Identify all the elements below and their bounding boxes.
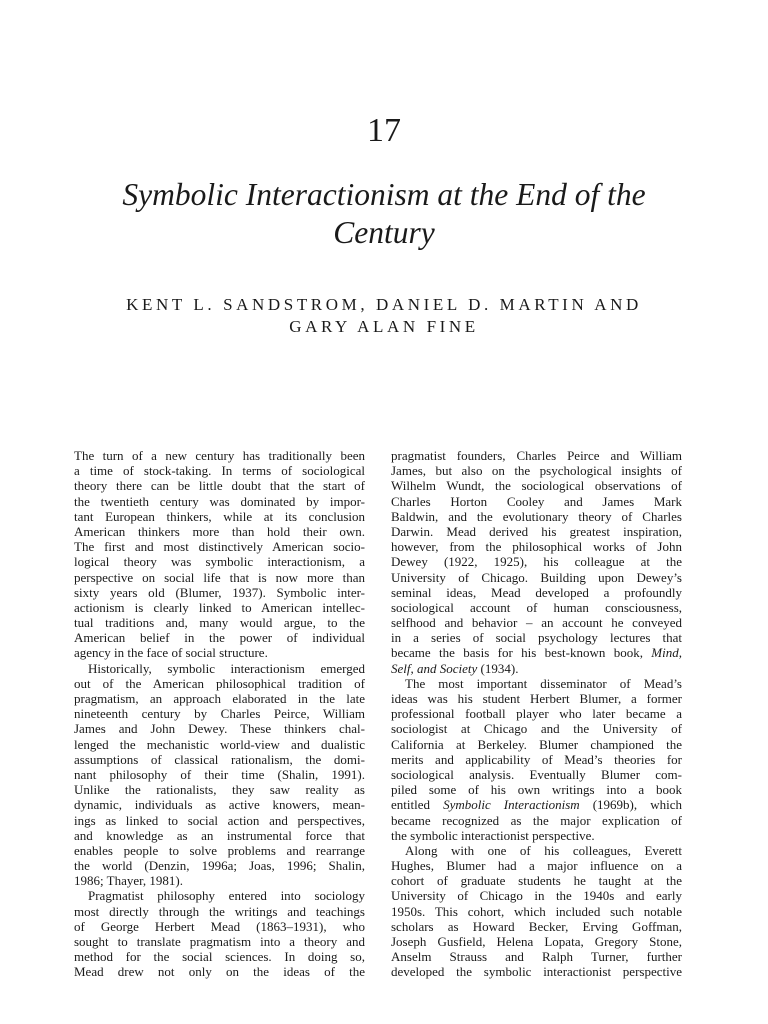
text-line: assumptions of classical rationalism, the domi- — [74, 751, 365, 767]
chapter-title-line: Symbolic Interactionism at the End of the — [122, 177, 646, 212]
text-line: professional football player who later became a — [391, 706, 682, 722]
text-line: 1986; Thayer, 1981). — [74, 873, 183, 889]
book-title-symbolic-interactionism: Symbolic Interactionism — [443, 797, 580, 813]
text-line: enables people to solve problems and rearrange — [74, 842, 365, 858]
text-line: selfhood and behavior – an account he conveyed — [391, 615, 682, 631]
text-line: pragmatism, an approach elaborated in the late — [74, 691, 365, 706]
text-line: seminal ideas, Mead developed a profoundly — [391, 584, 682, 600]
text-line: sought to translate pragmatism into a theory and — [74, 934, 365, 949]
text-line: Dewey (1922, 1925), his colleague at the — [391, 554, 682, 570]
chapter-title-line: Century — [333, 215, 435, 250]
text-line: University of Chicago in the 1940s and early — [391, 888, 682, 904]
text-line: agency in the face of social structure. — [74, 645, 268, 661]
chapter-authors — [40, 294, 728, 338]
text-line: American belief in the power of individual — [74, 630, 365, 646]
text-line — [391, 661, 682, 676]
text-segment: became the basis for his best-known book, — [391, 645, 652, 661]
text-line: Charles Horton Cooley and James Mark — [391, 493, 682, 509]
text-line: pragmatist founders, Charles Peirce and William — [391, 448, 682, 463]
text-line: Hughes, Blumer had a major influence on a — [391, 858, 682, 874]
text-line: logical theory was symbolic interactionism, a — [74, 554, 365, 570]
text-line: the twentieth century was dominated by impor- — [74, 493, 365, 509]
text-line: tant European thinkers, while at its conclusion — [74, 508, 365, 524]
text-line: and knowledge as an instrumental force that — [74, 827, 365, 843]
text-line: Unlike the rationalists, they saw reality as — [74, 782, 365, 798]
text-line: a time of stock-taking. In terms of sociological — [74, 463, 365, 479]
text-line — [391, 797, 682, 812]
text-segment: (1934). — [477, 660, 519, 676]
text-line: sociological account of human consciousness, — [391, 599, 682, 615]
text-line: the world (Denzin, 1996a; Joas, 1996; Shalin, — [74, 858, 365, 874]
text-line: Wilhelm Wundt, the sociological observations of — [391, 478, 682, 494]
text-line: sixty years old (Blumer, 1937). Symbolic inter- — [74, 584, 365, 600]
text-line: Pragmatist philosophy entered into sociology — [88, 888, 365, 904]
book-title-mind: Mind, — [651, 645, 682, 661]
text-line: American thinkers more than hold their own. — [74, 523, 365, 539]
body-text-left-column — [74, 448, 365, 980]
text-line: of George Herbert Mead (1863–1931), who — [74, 918, 365, 934]
text-line: nant philosophy of their time (Shalin, 1991). — [74, 766, 365, 782]
text-line: ings as linked to social action and perspectives, — [74, 812, 365, 828]
text-line: perspective on social life that is now more than — [74, 569, 365, 585]
text-line: sociologist at Chicago and the University of — [391, 721, 682, 737]
text-line: out of the American philosophical tradition of — [74, 675, 365, 691]
text-line: developed the symbolic interactionist perspective — [391, 964, 682, 980]
text-line: University of Chicago. Building upon Dewey’s — [391, 569, 682, 585]
text-line: scholars as Howard Becker, Erving Goffman, — [391, 918, 682, 934]
chapter-number: 17 — [367, 112, 401, 149]
text-line: merits and applicability of Mead’s theories for — [391, 751, 682, 767]
text-segment: entitled — [391, 797, 444, 813]
authors-line: KENT L. SANDSTROM, DANIEL D. MARTIN AND — [126, 295, 642, 314]
text-line: most directly through the writings and teachings — [74, 903, 365, 919]
text-line: James and John Dewey. These thinkers chal- — [74, 721, 365, 737]
text-line: cohort of graduate students he taught at the — [391, 873, 682, 889]
authors-line: GARY ALAN FINE — [289, 317, 479, 336]
text-line: The most important disseminator of Mead’s — [405, 675, 682, 691]
text-line: Darwin. Mead derived his greatest inspiration, — [391, 523, 682, 539]
text-line: in a series of social psychology lectures that — [391, 630, 682, 646]
body-text-right-column — [391, 448, 682, 980]
text-line: the symbolic interactionist perspective. — [391, 827, 595, 843]
text-line: California at Berkeley. Blumer championed the — [391, 736, 682, 752]
text-line: Joseph Gusfield, Helena Lopata, Gregory Stone, — [391, 934, 682, 949]
text-line: lenged the mechanistic world-view and dualistic — [74, 736, 365, 752]
text-line: Baldwin, and the evolutionary theory of Charles — [391, 508, 682, 524]
text-line: sociological analysis. Eventually Blumer com- — [391, 766, 682, 782]
text-line: The turn of a new century has traditionally been — [74, 448, 365, 463]
text-line — [391, 645, 682, 660]
text-line: Mead drew not only on the ideas of the — [74, 964, 365, 980]
chapter-title — [60, 176, 708, 252]
text-line: dynamic, individuals as active knowers, mean- — [74, 797, 365, 813]
text-line: piled some of his own writings into a book — [391, 782, 682, 798]
text-line: however, from the philosophical works of John — [391, 539, 682, 555]
text-line: Historically, symbolic interactionism emerged — [88, 660, 365, 676]
text-segment: (1969b), which — [579, 797, 682, 813]
book-title-self-and-society: Self, and Society — [391, 660, 478, 676]
text-line: theory there can be little doubt that the start of — [74, 478, 365, 494]
text-line: James, but also on the psychological insights of — [391, 463, 682, 479]
text-line: The first and most distinctively American socio- — [74, 539, 365, 555]
text-line: became recognized as the major explication of — [391, 812, 682, 828]
text-line: ideas was his student Herbert Blumer, a former — [391, 691, 682, 706]
text-line: Along with one of his colleagues, Everett — [405, 842, 682, 858]
text-line: 1950s. This cohort, which included such notable — [391, 903, 682, 919]
text-line: nineteenth century by Charles Peirce, William — [74, 706, 365, 722]
text-line: Anselm Strauss and Ralph Turner, further — [391, 949, 682, 965]
text-line: tual traditions and, many would argue, to the — [74, 615, 365, 631]
text-line: actionism is clearly linked to American intellec- — [74, 599, 365, 615]
text-line: method for the social sciences. In doing so, — [74, 949, 365, 965]
